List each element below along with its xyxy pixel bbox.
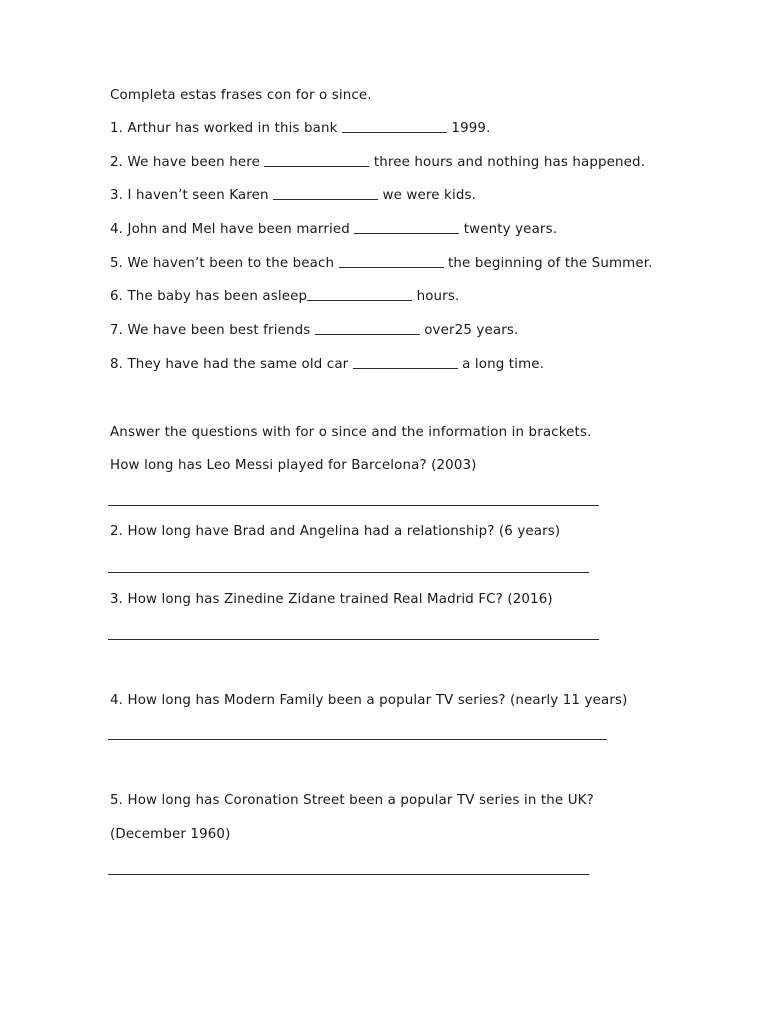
sentence-text: 7. We have been best friends [110,323,315,338]
question-5-continuation: (December 1960) [110,827,231,842]
sentence-4 [110,221,557,239]
answer-line-1[interactable] [108,505,599,506]
answer-blank[interactable] [342,131,447,133]
answer-blank[interactable] [353,367,458,369]
question-4: 4. How long has Modern Family been a popular TV series? (nearly 11 years) [110,693,628,708]
sentence-3 [110,187,476,205]
question-1: How long has Leo Messi played for Barcelona? (2003) [110,458,477,473]
answer-line-4[interactable] [108,739,607,740]
answer-blank[interactable] [354,232,459,234]
sentence-text: 3. I haven’t seen Karen [110,188,274,203]
sentence-text: 2. We have been here [110,155,265,170]
sentence-text: 8. They have had the same old car [110,357,353,372]
sentence-text: 1. Arthur has worked in this bank [110,121,342,136]
sentence-text: 6. The baby has been asleep [110,289,308,304]
sentence-text: we were kids. [378,188,477,203]
answer-line-2[interactable] [108,572,589,573]
answer-blank[interactable] [307,299,412,301]
answer-blank[interactable] [264,165,369,167]
sentence-text: 5. We haven’t been to the beach [110,256,339,271]
sentence-text: a long time. [457,357,545,372]
exercise-2-instruction: Answer the questions with for o since and the information in brackets. [110,425,592,440]
question-5: 5. How long has Coronation Street been a popular TV series in the UK? [110,793,594,808]
answer-blank[interactable] [339,266,444,268]
sentence-2 [110,154,645,172]
sentence-text: over25 years. [419,323,519,338]
sentence-text: 4. John and Mel have been married [110,222,355,237]
sentence-text: 1999. [447,121,491,136]
sentence-text: hours. [412,289,460,304]
answer-blank[interactable] [315,333,420,335]
sentence-8 [110,356,544,374]
answer-blank[interactable] [273,198,378,200]
question-2: 2. How long have Brad and Angelina had a relationship? (6 years) [110,524,561,539]
question-3: 3. How long has Zinedine Zidane trained Real Madrid FC? (2016) [110,592,553,607]
answer-line-3[interactable] [108,639,599,640]
sentence-7 [110,322,518,340]
sentence-text: twenty years. [459,222,558,237]
sentence-6 [110,288,459,306]
answer-line-5[interactable] [108,874,589,875]
sentence-1 [110,120,491,138]
sentence-text: the beginning of the Summer. [443,256,653,271]
sentence-text: three hours and nothing has happened. [369,155,646,170]
sentence-5 [110,255,653,273]
exercise-1-instruction: Completa estas frases con for o since. [110,88,372,103]
